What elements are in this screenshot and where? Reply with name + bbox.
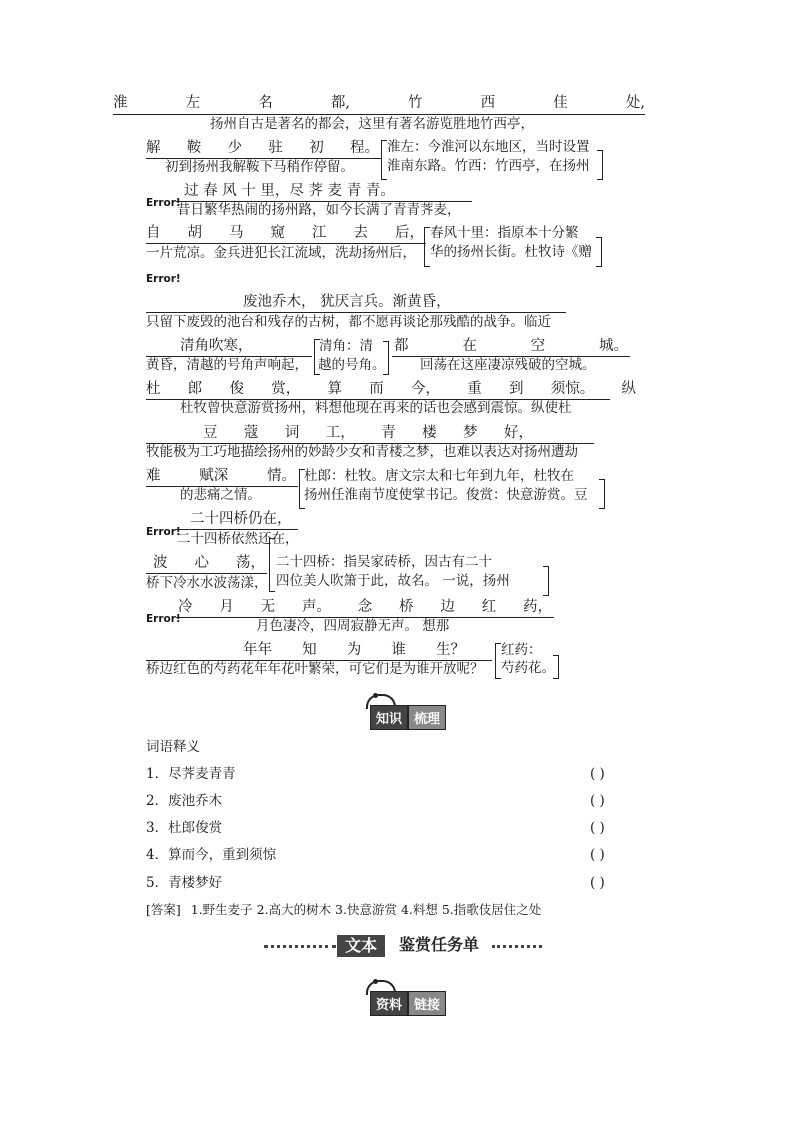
char: 楼 [422,425,437,441]
char: 而 [369,381,384,397]
char: 俊 [229,381,244,397]
char: 算 [327,381,342,397]
char: 荡， [236,555,265,571]
poem-line-7 [146,382,636,397]
answer-tag: [答案] [146,902,181,917]
translation-7: 杜牧曾快意游赏扬州，料想他现在再来的话也会感到震惊。纵使杜 [180,400,572,416]
char: 名 [258,95,273,111]
char: 豆 [203,425,218,441]
char: 后， [395,225,424,241]
note-bracket [596,237,602,267]
note-bracket [553,655,559,679]
dot-decoration [373,979,378,984]
note-line: 越的号角。 [318,357,386,373]
char: 初 [309,140,324,156]
underline [146,573,267,574]
badge-part: 链接 [408,991,446,1016]
translation-8: 牧能极为工巧地描绘扬州的妙龄少女和青楼之梦，也难以表达对扬州遭劫 [146,444,578,460]
char: 心 [194,555,209,571]
translation-11: 桥下冷水水波荡漾， [146,575,268,591]
char: 赏， [271,381,301,397]
badge-part: 知识 [370,705,408,730]
char: 念 [357,599,373,615]
poem-line-5: 废池乔木， 犹厌言兵。渐黄昏， [243,294,451,310]
badge-part: 资料 [370,991,408,1016]
error-marker: Error! [146,613,181,625]
note-line: 扬州任淮南节度使掌书记。俊赏：快意游赏。豆 [304,487,588,503]
char: 杜 [146,381,161,397]
char: 少 [227,140,243,156]
note-bracket [599,479,605,509]
char: 重 [467,381,482,397]
note-line: 杜郎：杜牧。唐文宗太和七年到九年，杜牧在 [304,468,574,484]
vocab-item: 5．青楼梦好 [146,875,223,891]
char: 工， [325,425,355,441]
badge-part: 梳理 [408,705,446,730]
poem-line-3: 过 春 风 十 里，尽 荠 麦 青 青。 [184,183,395,199]
char: 驻 [268,140,283,156]
translation-2: 初到扬州我解鞍下马稍作停留。 [165,159,354,175]
material-badge [370,991,446,1016]
answer-blank[interactable]: ( ) [590,793,605,809]
underline [146,312,566,313]
underline [113,114,645,115]
char: 为 [346,642,362,658]
char: 药， [523,599,552,615]
char: 桥 [399,599,414,615]
char: 波 [153,555,168,571]
translation-6b: 回荡在这座凄凉残破的空城。 [420,357,596,373]
poem-line-4 [146,226,424,241]
vocab-item: 3．杜郎俊赏 [146,820,223,836]
poem-line-11 [153,556,265,571]
char: 声。 [301,599,331,615]
char: 去 [353,225,368,241]
text-title: 鉴赏任务单 [399,935,480,954]
char: 边 [440,599,455,615]
translation-10: 二十四桥依然还在， [177,531,299,547]
note-line: 淮左：今淮河以东地区，当时设置 [387,139,590,155]
poem-line-9 [146,469,296,484]
vocab-item: 2．废池乔木 [146,793,223,809]
answer-blank[interactable]: ( ) [590,820,605,836]
poem-line-2 [146,141,379,156]
dot-decoration [373,693,378,698]
translation-5: 只留下废毁的池台和残存的古树，都不愿再谈论那残酷的战争。临近 [146,314,551,330]
char: 江 [312,225,327,241]
char: 空 [530,338,546,354]
error-marker: Error! [146,197,181,209]
char: 都 [394,338,409,354]
char: 马 [229,225,244,241]
note-bracket [543,566,549,596]
char: 鞍 [186,140,202,156]
char: 红 [481,599,497,615]
note-bracket [269,538,275,592]
poem-line-6-left: 清角吹寒， [180,338,253,354]
answer-blank[interactable]: ( ) [590,875,605,891]
char: 纵 [621,381,636,397]
dotted-rule [492,945,542,948]
char: 解 [146,140,161,156]
char: 郎 [187,381,203,397]
char: 自 [146,225,161,241]
answer-blank[interactable]: ( ) [590,766,605,782]
note-line: 二十四桥：指吴家砖桥，因古有二十 [276,554,492,570]
char: 蔻 [243,425,259,441]
note-line: 华的扬州长街。杜牧诗《赠 [430,244,592,260]
vocab-item: 1．尽荠麦青青 [146,766,236,782]
answer-row [146,904,541,917]
poem-line-8 [203,426,533,441]
char: 好， [503,425,533,441]
char: 左 [185,95,201,111]
note-line: 四位美人吹箫于此，故名。 一说，扬州 [276,573,510,589]
translation-1: 扬州自古是著名的都会，这里有著名游览胜地竹西亭， [210,116,534,132]
char: 竹 [408,95,423,111]
char: 梦 [463,425,478,441]
knowledge-badge [370,705,446,730]
note-line: 红药： [501,642,542,658]
underline [146,243,426,244]
translation-4: 一片荒凉。金兵进犯长江流域，洗劫扬州后， [146,245,416,261]
error-marker: Error! [146,526,181,538]
poem-line-1 [113,96,645,111]
note-line: 春风十里：指原本十分繁 [430,225,579,241]
vocab-item: 4．算而今，重到须惊 [146,847,277,863]
char: 处, [625,95,645,111]
char: 城。 [598,338,628,354]
char: 赋深 [199,468,229,484]
answer-blank[interactable]: ( ) [590,847,605,863]
error-marker: Error! [146,273,181,285]
note-line: 芍药花。 [501,660,555,676]
answer-text: 1.野生麦子 2.高大的树木 3.快意游赏 4.料想 5.指歌伎居住之处 [190,902,542,917]
char: 淮 [113,95,128,111]
translation-9: 的悲痛之情。 [180,487,261,503]
char: 难 [146,468,161,484]
char: 胡 [187,225,202,241]
translation-3: 昔日繁华热闹的扬州路，如今长满了青青荠麦， [177,202,461,218]
char: 生？ [436,642,465,658]
translation-13: 桥边红色的芍药花年年花叶繁荣，可它们是为谁开放呢？ [146,661,484,677]
char: 程。 [349,140,379,156]
char: 在 [462,338,477,354]
vocab-heading: 词语释义 [146,739,200,755]
char: 青 [381,425,396,441]
char: 年年 [243,642,272,658]
char: 佳 [553,95,568,111]
char: 须惊。 [550,381,595,397]
char: 知 [302,642,317,658]
dotted-rule [264,945,336,948]
char: 冷 [178,599,193,615]
char: 无 [260,599,276,615]
char: 都, [330,95,350,111]
note-line: 清角：清 [319,338,373,354]
poem-line-13 [243,643,465,658]
char: 西 [480,95,496,111]
translation-6: 黄昏，清越的号角声响起， [146,357,308,373]
char: 词 [284,425,300,441]
poem-line-6-right [394,339,628,354]
text-badge: 文本 [337,935,385,957]
char: 月 [219,599,234,615]
note-line: 淮南东路。竹西：竹西亭，在扬州 [387,158,590,174]
underline [176,529,298,530]
poem-line-12 [178,600,552,615]
char: 到 [509,381,524,397]
char: 今， [411,381,440,397]
poem-line-10: 二十四桥仍在， [190,511,292,527]
char: 谁 [391,642,406,658]
translation-12: 月色凄冷，四周寂静无声。 想那 [256,618,450,634]
note-bracket [597,150,603,180]
char: 情。 [267,468,296,484]
char: 窥 [270,225,285,241]
